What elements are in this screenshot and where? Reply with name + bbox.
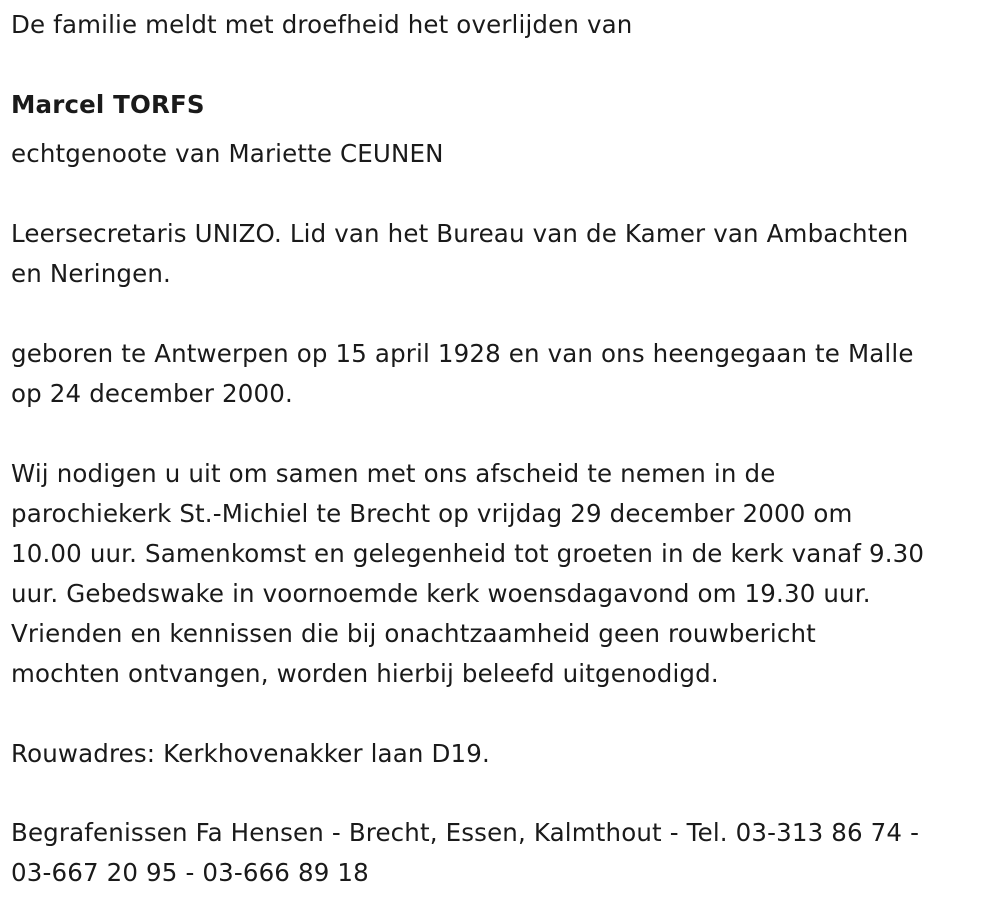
- ceremony-line-3: 10.00 uur. Samenkomst en gelegenheid tot groeten in de kerk vanaf 9.30: [11, 539, 925, 568]
- intro-text: De familie meldt met droefheid het overlijden van: [11, 10, 633, 39]
- mourning-address: Rouwadres: Kerkhovenakker laan D19.: [11, 739, 490, 768]
- birth-death-line-1: geboren te Antwerpen op 15 april 1928 en van ons heengegaan te Malle: [11, 339, 914, 368]
- ceremony-line-6: mochten ontvangen, worden hierbij beleefd uitgenodigd.: [11, 659, 719, 688]
- ceremony-line-1: Wij nodigen u uit om samen met ons afscheid te nemen in de: [11, 459, 776, 488]
- funeral-home-line-2: 03-667 20 95 - 03-666 89 18: [11, 858, 369, 887]
- function-line-1: Leersecretaris UNIZO. Lid van het Bureau van de Kamer van Ambachten: [11, 219, 909, 248]
- deceased-name: Marcel TORFS: [11, 90, 205, 119]
- birth-death-line-2: op 24 december 2000.: [11, 379, 293, 408]
- spouse-text: echtgenoote van Mariette CEUNEN: [11, 139, 444, 168]
- ceremony-line-5: Vrienden en kennissen die bij onachtzaamheid geen rouwbericht: [11, 619, 816, 648]
- function-line-2: en Neringen.: [11, 259, 171, 288]
- ceremony-line-2: parochiekerk St.-Michiel te Brecht op vrijdag 29 december 2000 om: [11, 499, 853, 528]
- funeral-home-line-1: Begrafenissen Fa Hensen - Brecht, Essen, Kalmthout - Tel. 03-313 86 74 -: [11, 818, 920, 847]
- ceremony-line-4: uur. Gebedswake in voornoemde kerk woensdagavond om 19.30 uur.: [11, 579, 871, 608]
